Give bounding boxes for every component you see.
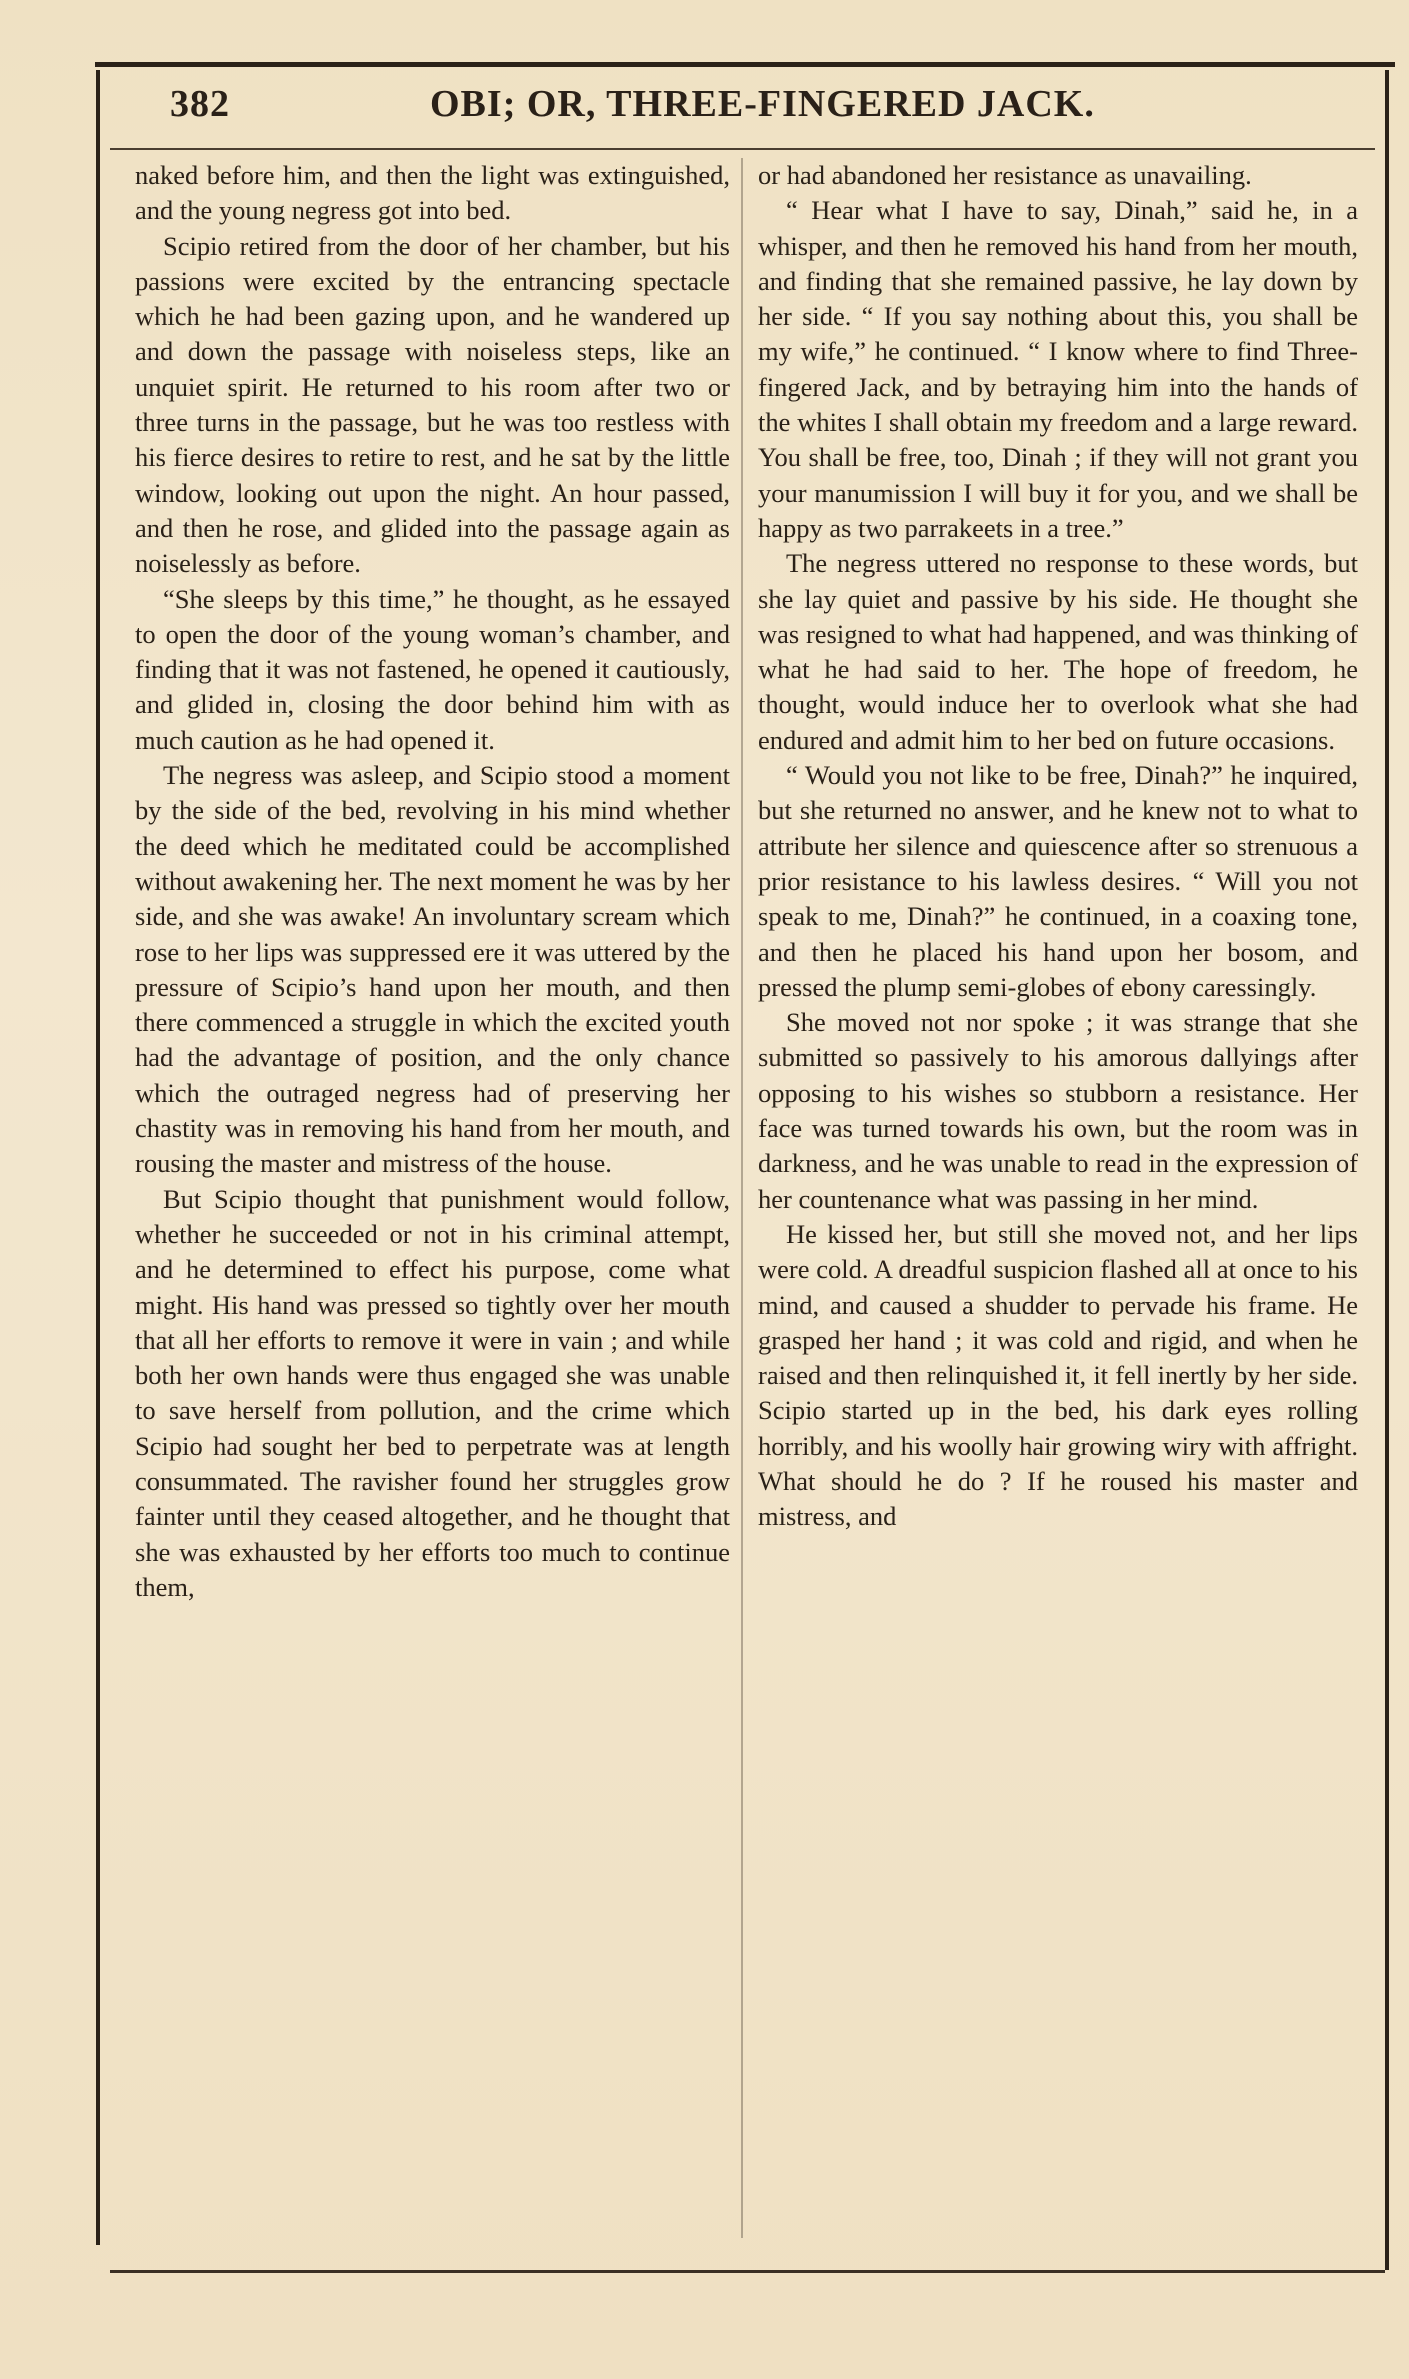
page-number: 382 bbox=[170, 83, 230, 125]
paragraph: The negress uttered no response to these words, but she lay quiet and passive by his side. He thought she was resigned to what had happened, and was thinking of what he had said to her. The hope of freedom, he thought, would induce her to overlook what she had endured and admit him to her bed on future occasions. bbox=[758, 548, 1358, 755]
running-title: OBI; OR, THREE-FINGERED JACK. bbox=[430, 83, 1095, 125]
paragraph: The negress was asleep, and Scipio stood a moment by the side of the bed, revolving in his mind whether the deed which he meditated could be accomplished without awakening her. The next moment he was by her side, and she was awake! An involuntary scream which rose to her lips was suppressed ere it was uttered by the pressure of Scipio’s hand upon her mouth, and then there commenced a struggle in which the excited youth had the advantage of position, and the only chance which the outraged negress had of preserving her chastity was in removing his hand from her mouth, and rousing the master and mistress of the house. bbox=[135, 760, 730, 1179]
left-border-rule bbox=[96, 70, 100, 2245]
right-border-rule bbox=[1385, 70, 1389, 2270]
paragraph: She moved not nor spoke ; it was strange that she submitted so passively to his amorous dallyings after opposing to his wishes so stubborn a resistance. Her face was turned towards his own, but the room was in darkness, and he was unable to read in the expression of her countenance what was passing in her mind. bbox=[758, 1007, 1358, 1214]
right-column bbox=[758, 158, 1358, 1535]
paragraph: or had abandoned her resistance as unavailing. bbox=[758, 160, 1252, 190]
paragraph: He kissed her, but still she moved not, and her lips were cold. A dreadful suspicion flashed all at once to his mind, and caused a shudder to pervade his frame. He grasped her hand ; it was cold and rigid, and when he raised and then relinquished it, it fell inertly by her side. Scipio started up in the bed, his dark eyes rolling horribly, and his woolly hair growing wiry with affright. What should he do ? If he roused his master and mistress, and bbox=[758, 1218, 1358, 1532]
bottom-rule bbox=[110, 2270, 1385, 2273]
paragraph: “ Would you not like to be free, Dinah?” he inquired, but she returned no answer, and he knew not to what to attribute her silence and quiescence after so strenuous a prior resistance to his lawless desires. “ Will you not speak to me, Dinah?” he continued, in a coaxing tone, and then he placed his hand upon her bosom, and pressed the plump semi-globes of ebony caressingly. bbox=[758, 760, 1358, 1002]
column-divider bbox=[741, 158, 743, 2238]
header-rule bbox=[110, 148, 1375, 150]
page-header bbox=[170, 82, 1370, 142]
paragraph: “ Hear what I have to say, Dinah,” said he, in a whisper, and then he removed his hand from her mouth, and finding that she remained passive, he lay down by her side. “ If you say nothing about this, you shall be my wife,” he continued. “ I know where to find Three-fingered Jack, and by betraying him into the hands of the whites I shall obtain my freedom and a large reward. You shall be free, too, Dinah ; if they will not grant you your manumission I will buy it for you, and we shall be happy as two parrakeets in a tree.” bbox=[758, 195, 1358, 543]
paragraph: naked before him, and then the light was extinguished, and the young negress got into bed. bbox=[135, 160, 730, 226]
paragraph: “She sleeps by this time,” he thought, as he essayed to open the door of the young woman’s chamber, and finding that it was not fastened, he opened it cautiously, and glided in, closing the door behind him with as much caution as he had opened it. bbox=[135, 583, 730, 755]
paragraph: But Scipio thought that punishment would follow, whether he succeeded or not in his criminal attempt, and he determined to effect his purpose, come what might. His hand was pressed so tightly over her mouth that all her efforts to remove it were in vain ; and while both her own hands were thus engaged she was unable to save herself from pollution, and the crime which Scipio had sought her bed to perpetrate was at length consummated. The ravisher found her struggles grow fainter until they ceased altogether, and he thought that she was exhausted by her efforts too much to continue them, bbox=[135, 1183, 730, 1602]
paragraph: Scipio retired from the door of her chamber, but his passions were excited by the entrancing spectacle which he had been gazing upon, and he wandered up and down the passage with noiseless steps, like an unquiet spirit. He returned to his room after two or three turns in the passage, but he was too restless with his fierce desires to retire to rest, and he sat by the little window, looking out upon the night. An hour passed, and then he rose, and glided into the passage again as noiselessly as before. bbox=[135, 230, 730, 579]
left-column bbox=[135, 158, 730, 1605]
top-rule bbox=[95, 62, 1395, 67]
